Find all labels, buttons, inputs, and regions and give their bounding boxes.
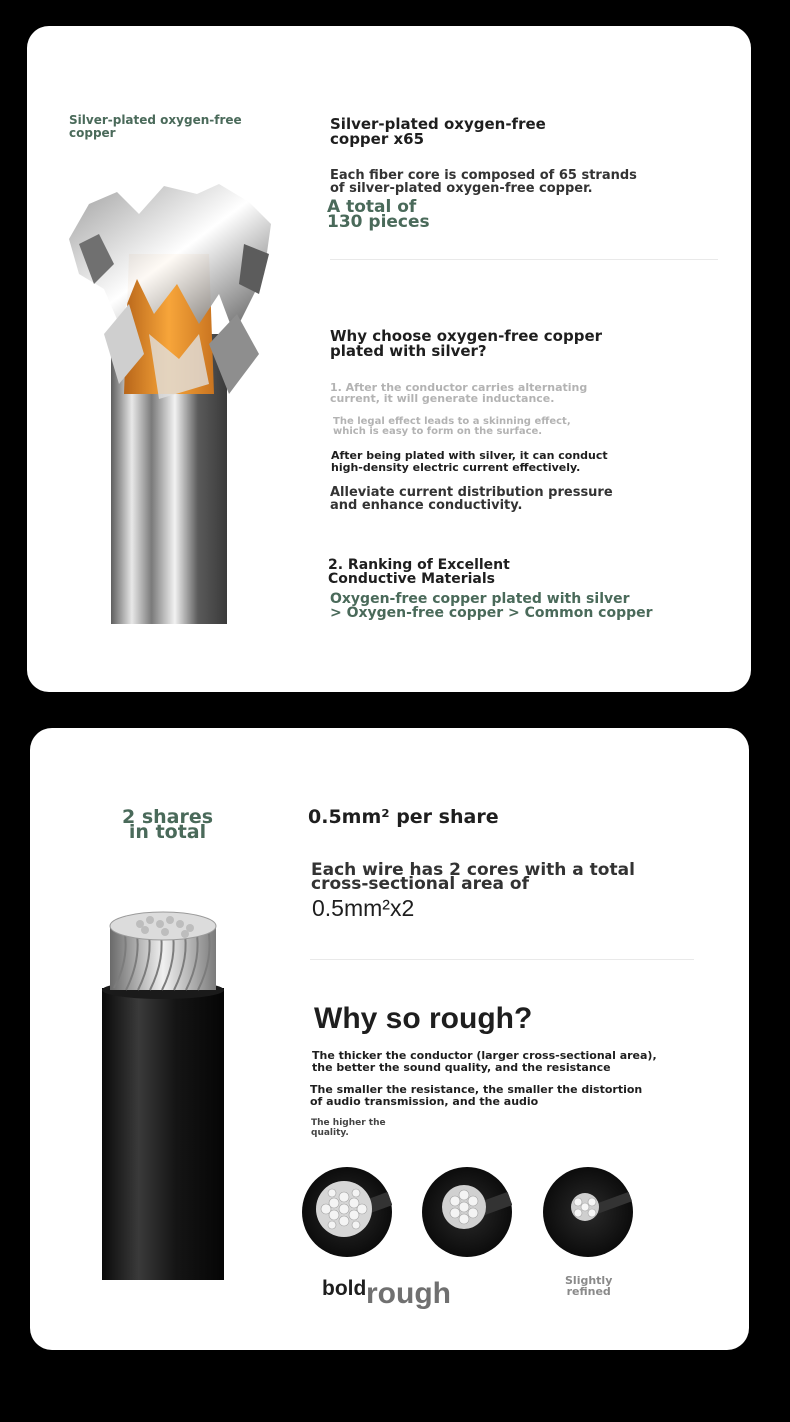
bold-label: bold <box>322 1277 367 1300</box>
cores-description: Each wire has 2 cores with a total cross-sectional area of <box>311 860 635 894</box>
stranded-cable-illustration <box>100 908 226 1280</box>
area-value: 0.5mm²x2 <box>312 895 415 921</box>
skin-effect-point: The legal effect leads to a skinning effect, which is easy to form on the surface. <box>333 416 571 437</box>
slightly-refined-label: Slightly refined <box>565 1274 613 1298</box>
divider <box>330 259 718 260</box>
bold-conductor-icon <box>302 1167 392 1257</box>
per-share-heading: 0.5mm² per share <box>308 806 499 828</box>
divider <box>310 959 694 960</box>
inductance-point: 1. After the conductor carries alternating current, it will generate inductance. <box>330 381 588 405</box>
silver-copper-heading: Silver-plated oxygen-free copper x65 <box>330 115 546 148</box>
refined-conductor-icon <box>543 1167 633 1257</box>
total-pieces-text: A total of 130 pieces <box>327 197 430 232</box>
rough-conductor-icon <box>422 1167 512 1257</box>
quality-point: The higher the quality. <box>311 1118 386 1138</box>
ranking-heading: 2. Ranking of Excellent Conductive Materials <box>328 557 510 587</box>
why-rough-heading: Why so rough? <box>314 1002 533 1035</box>
why-silver-heading: Why choose oxygen-free copper plated with silver? <box>330 327 603 360</box>
ranking-text: Oxygen-free copper plated with silver > Oxygen-free copper > Common copper <box>330 591 653 621</box>
silver-copper-label: Silver-plated oxygen-free copper <box>69 113 242 140</box>
shares-total-label: 2 shares in total <box>122 806 214 843</box>
silver-copper-conductor-illustration <box>59 184 277 624</box>
wire-shares-card <box>30 728 749 1350</box>
silver-conduct-point: After being plated with silver, it can conduct high-density electric current effectively. <box>331 449 608 474</box>
rough-label: rough <box>366 1277 451 1310</box>
conductivity-point: Alleviate current distribution pressure and enhance conductivity. <box>330 485 613 513</box>
thicker-conductor-point: The thicker the conductor (larger cross-sectional area), the better the sound quality, and the resistance <box>312 1049 657 1074</box>
resistance-point: The smaller the resistance, the smaller the distortion of audio transmission, and the audio <box>310 1083 643 1108</box>
fiber-core-description: Each fiber core is composed of 65 strands of silver-plated oxygen-free copper. <box>330 168 637 196</box>
silver-copper-card <box>27 26 751 692</box>
